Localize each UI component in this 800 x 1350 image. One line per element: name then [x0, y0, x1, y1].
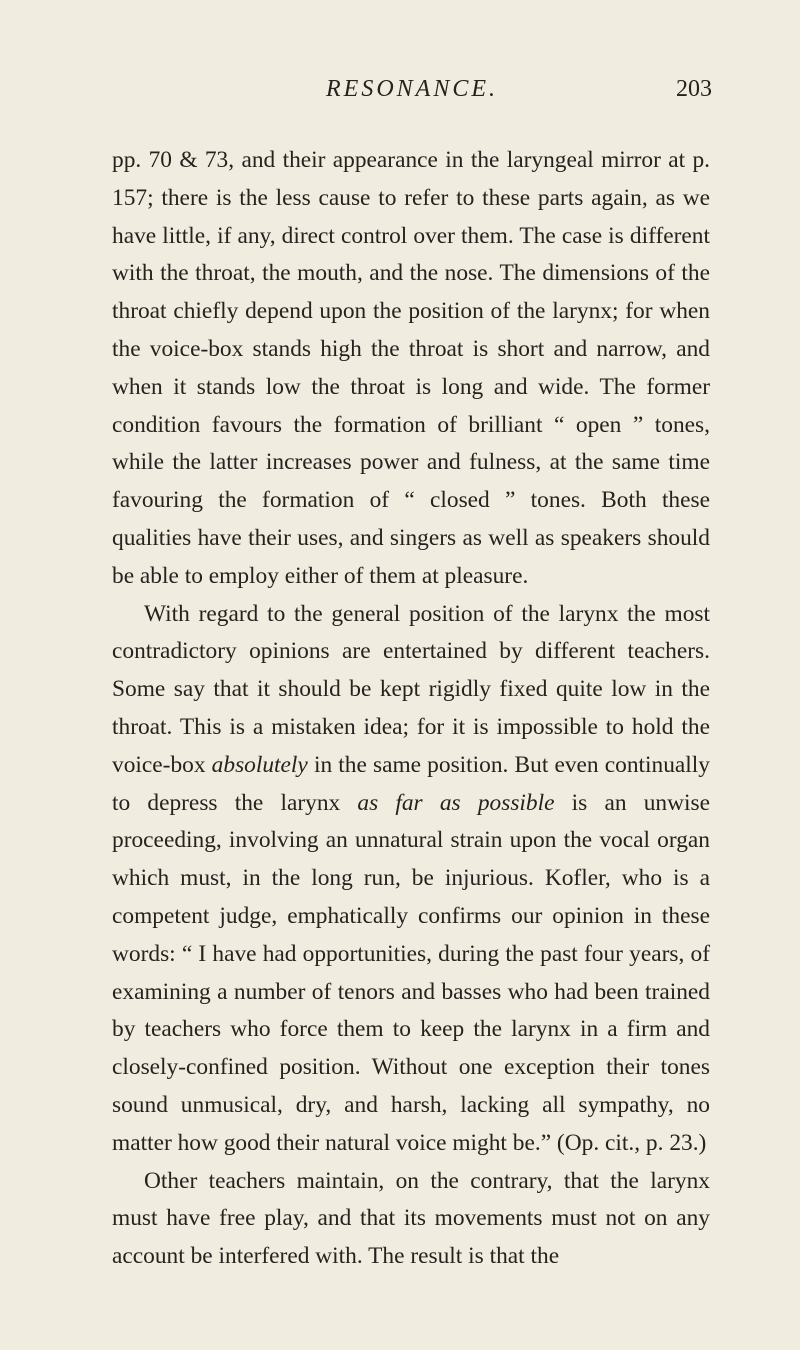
- italic-emphasis: as far as possible: [357, 789, 555, 816]
- text-run: is an unwise proceeding, involving an unnatural strain upon the vocal organ which must, in the long run, be injurious. Kofler, who is a competent judge, emphatically confirms our opinion in these words: “ I have had opportunities, during the past four years, of examining a number of tenors and basses who had been trained by teachers who force them to keep the larynx in a firm and closely-confined position. Without one exception their tones sound unmusical, dry, and harsh, lacking all sympathy, no matter how good their natural voice might be.” (Op. cit., p. 23.): [112, 789, 710, 1156]
- body-text: [112, 142, 710, 1276]
- text-run: Other teachers maintain, on the contrary, that the larynx must have free play, and that its movements must not on any account be interfered with. The result is that the: [112, 1167, 710, 1270]
- text-run: With regard to the general position of the larynx the most contradictory opinions are entertained by different teachers. Some say that it should be kept rigidly fixed quite low in the throat. This is a mistaken idea; for it is impossible to hold the voice-box: [112, 600, 710, 778]
- italic-emphasis: absolutely: [211, 751, 308, 778]
- running-head-title: RESONANCE.: [326, 76, 498, 102]
- paragraph-1: [112, 142, 710, 596]
- running-head: [112, 72, 712, 106]
- text-run: pp. 70 & 73, and their appearance in the laryngeal mirror at p. 157; there is the less cause to refer to these parts again, as we have little, if any, direct control over them. The case is different with the throat, the mouth, and the nose. The dimensions of the throat chiefly depend upon the position of the larynx; for when the voice-box stands high the throat is short and narrow, and when it stands low the throat is long and wide. The former condition favours the formation of brilliant “ open ” tones, while the latter increases power and fulness, at the same time favouring the formation of “ closed ” tones. Both these qualities have their uses, and singers as well as speakers should be able to employ either of them at pleasure.: [112, 147, 710, 589]
- text-run: in the same position. But even continually to depress the larynx: [112, 751, 710, 816]
- paragraph-2: [112, 596, 710, 1163]
- page-number: 203: [676, 76, 712, 102]
- paragraph-3: [112, 1163, 710, 1276]
